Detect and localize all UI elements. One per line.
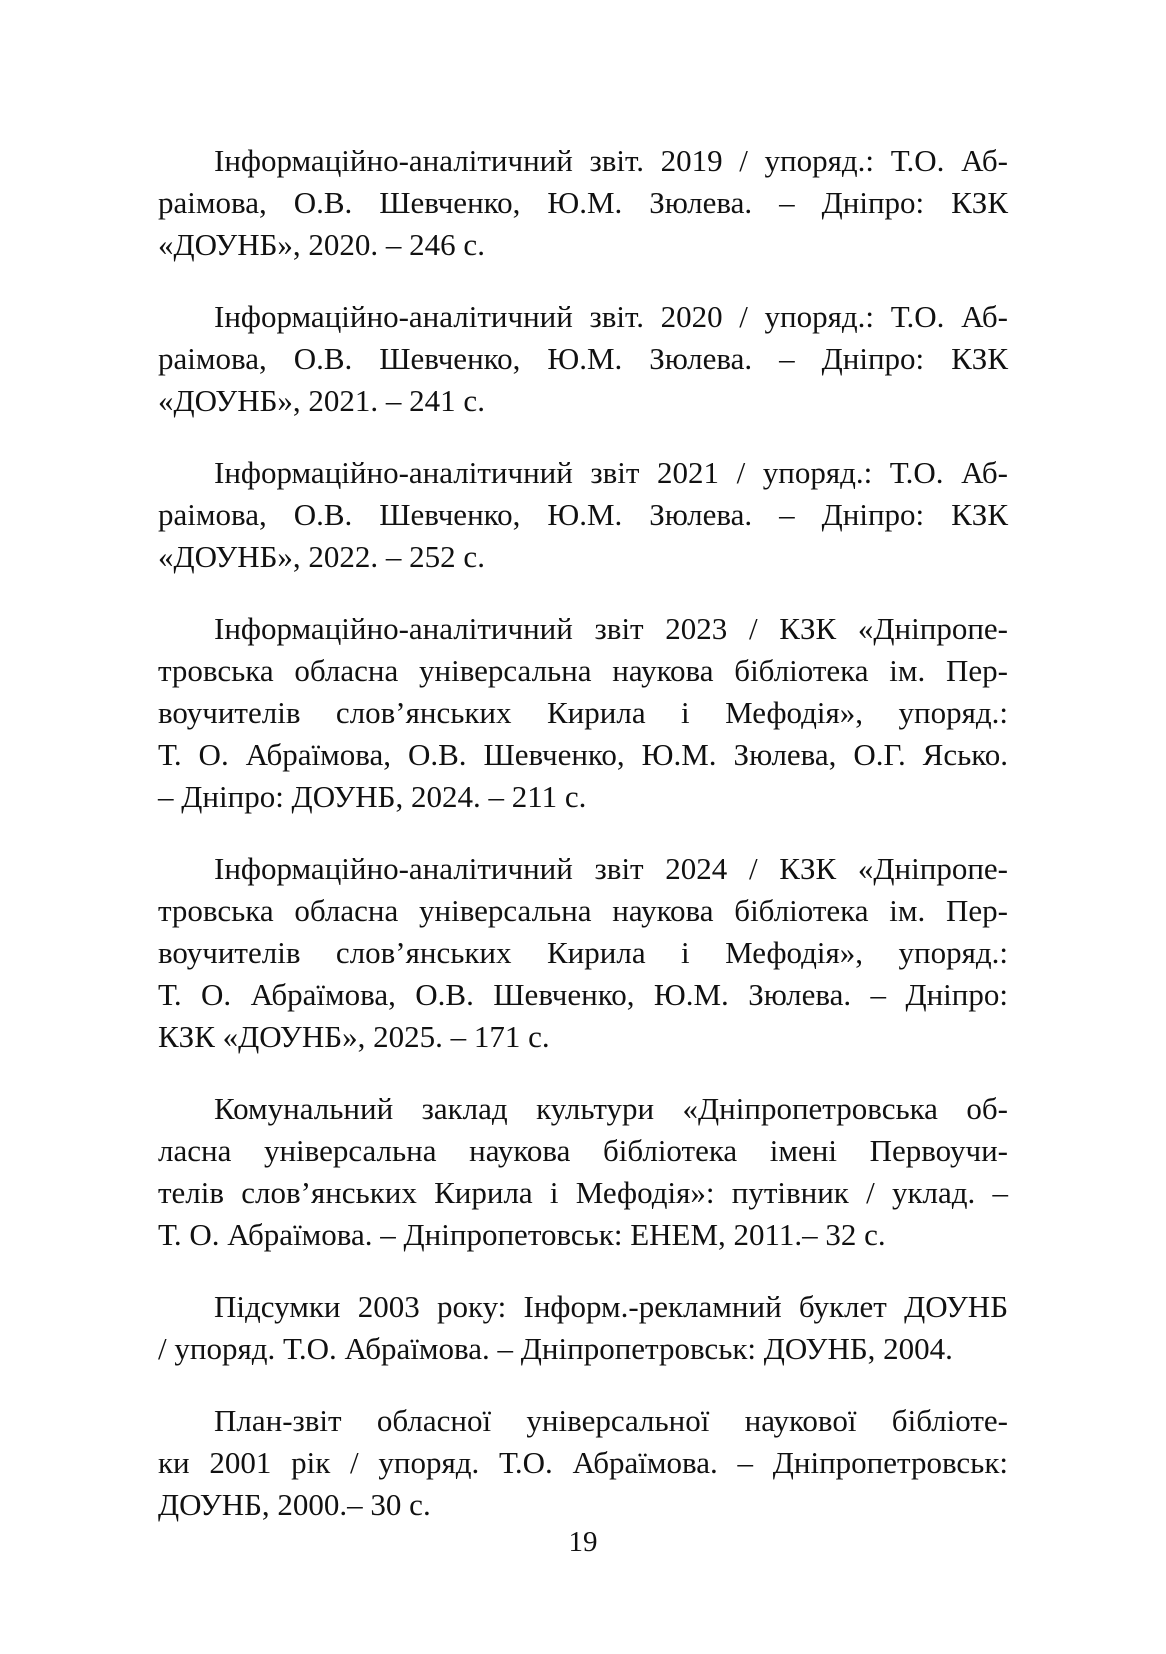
entry-line: Інформаційно-аналітичний звіт 2024 / КЗК «Дніпропе- [214, 851, 1008, 886]
bibliography-entry [158, 140, 1008, 266]
entry-line: План-звіт обласної універсальної наукової бібліоте- [214, 1403, 1008, 1438]
entry-line: Комунальний заклад культури «Дніпропетровська об- [214, 1091, 1008, 1126]
bibliography-entry [158, 848, 1008, 1058]
entry-line: «ДОУНБ», 2022. – 252 с. [158, 539, 485, 574]
bibliography-entry [158, 452, 1008, 578]
bibliography-list [158, 140, 1008, 1556]
entry-line: Інформаційно-аналітичний звіт. 2019 / упоряд.: Т.О. Аб- [214, 143, 1008, 178]
entry-line: Т. О. Абраїмова, О.В. Шевченко, Ю.М. Зюлева, О.Г. Ясько. [158, 737, 1008, 772]
entry-line: раімова, О.В. Шевченко, Ю.М. Зюлева. – Дніпро: КЗК [158, 341, 1008, 376]
entry-line: воучителів слов’янських Кирила і Мефодія», упоряд.: [158, 935, 1008, 970]
bibliography-entry [158, 296, 1008, 422]
entry-line: тровська обласна універсальна наукова бібліотека ім. Пер- [158, 893, 1008, 928]
entry-line: раімова, О.В. Шевченко, Ю.М. Зюлева. – Дніпро: КЗК [158, 497, 1008, 532]
bibliography-entry [158, 1088, 1008, 1256]
entry-line: ласна універсальна наукова бібліотека імені Первоучи- [158, 1133, 1008, 1168]
entry-line: Інформаційно-аналітичний звіт 2021 / упоряд.: Т.О. Аб- [214, 455, 1008, 490]
bibliography-entry [158, 608, 1008, 818]
bibliography-entry [158, 1286, 1008, 1370]
page-number: 19 [568, 1526, 598, 1558]
entry-line: тровська обласна універсальна наукова бібліотека ім. Пер- [158, 653, 1008, 688]
entry-line: Т. О. Абраїмова. – Дніпропетовськ: ЕНЕМ, 2011.– 32 с. [158, 1217, 886, 1252]
entry-line: Інформаційно-аналітичний звіт. 2020 / упоряд.: Т.О. Аб- [214, 299, 1008, 334]
entry-line: Інформаційно-аналітичний звіт 2023 / КЗК «Дніпропе- [214, 611, 1008, 646]
entry-line: КЗК «ДОУНБ», 2025. – 171 с. [158, 1019, 550, 1054]
entry-line: ки 2001 рік / упоряд. Т.О. Абраїмова. – Дніпропетровськ: [158, 1445, 1008, 1480]
entry-line: «ДОУНБ», 2021. – 241 с. [158, 383, 485, 418]
entry-line: – Дніпро: ДОУНБ, 2024. – 211 с. [158, 779, 587, 814]
entry-line: воучителів слов’янських Кирила і Мефодія», упоряд.: [158, 695, 1008, 730]
bibliography-entry [158, 1400, 1008, 1526]
entry-line: / упоряд. Т.О. Абраїмова. – Дніпропетровськ: ДОУНБ, 2004. [158, 1331, 953, 1366]
entry-line: Т. О. Абраїмова, О.В. Шевченко, Ю.М. Зюлева. – Дніпро: [158, 977, 1008, 1012]
entry-line: Підсумки 2003 року: Інформ.-рекламний буклет ДОУНБ [214, 1289, 1008, 1324]
entry-line: «ДОУНБ», 2020. – 246 с. [158, 227, 485, 262]
entry-line: ДОУНБ, 2000.– 30 с. [158, 1487, 431, 1522]
entry-line: телів слов’янських Кирила і Мефодія»: путівник / уклад. – [158, 1175, 1008, 1210]
entry-line: раімова, О.В. Шевченко, Ю.М. Зюлева. – Дніпро: КЗК [158, 185, 1008, 220]
